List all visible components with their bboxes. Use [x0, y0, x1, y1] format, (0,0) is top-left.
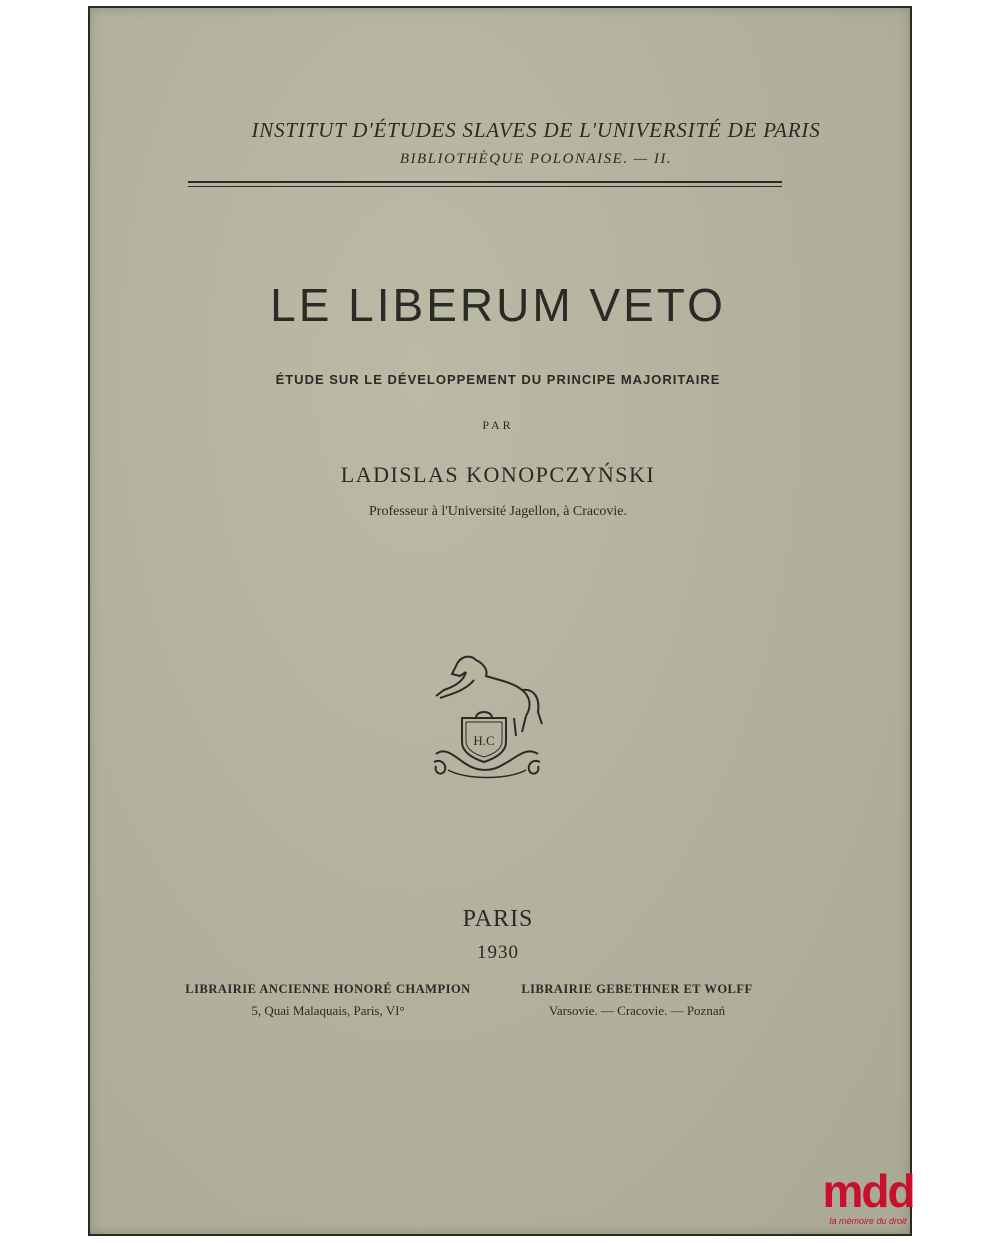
watermark-tagline: la mémoire du droit [829, 1216, 907, 1226]
watermark-logo [806, 1165, 930, 1243]
emblem-initials: H.C [473, 733, 495, 748]
publication-year: 1930 [477, 942, 519, 963]
header-rule-thin [188, 186, 782, 187]
book-title: LE LIBERUM VETO [270, 279, 726, 331]
publisher-left [178, 982, 478, 1019]
series-line: BIBLIOTHÈQUE POLONAISE. — II. [399, 151, 673, 167]
institute-header: INSTITUT D'ÉTUDES SLAVES DE L'UNIVERSITÉ DE PARIS [251, 118, 821, 142]
publisher-left-name: LIBRAIRIE ANCIENNE HONORÉ CHAMPION [185, 982, 471, 996]
publisher-left-address: 5, Quai Malaquais, Paris, VI° [251, 1003, 405, 1018]
publisher-right-address: Varsovie. — Cracovie. — Poznań [548, 1003, 726, 1018]
header-rule-thick [188, 181, 782, 183]
publisher-right [512, 982, 762, 1019]
publisher-horse-emblem-icon [426, 646, 548, 786]
author-name: LADISLAS KONOPCZYŃSKI [340, 462, 656, 487]
publisher-right-name: LIBRAIRIE GEBETHNER ET WOLFF [521, 982, 753, 996]
author-affiliation: Professeur à l'Université Jagellon, à Cracovie. [369, 504, 627, 519]
by-label: PAR [482, 418, 514, 432]
book-subtitle: ÉTUDE SUR LE DÉVELOPPEMENT DU PRINCIPE MAJORITAIRE [275, 372, 721, 387]
book-cover [88, 6, 912, 1236]
publication-city: PARIS [462, 906, 534, 932]
watermark-logo-text: mdd [822, 1165, 914, 1217]
